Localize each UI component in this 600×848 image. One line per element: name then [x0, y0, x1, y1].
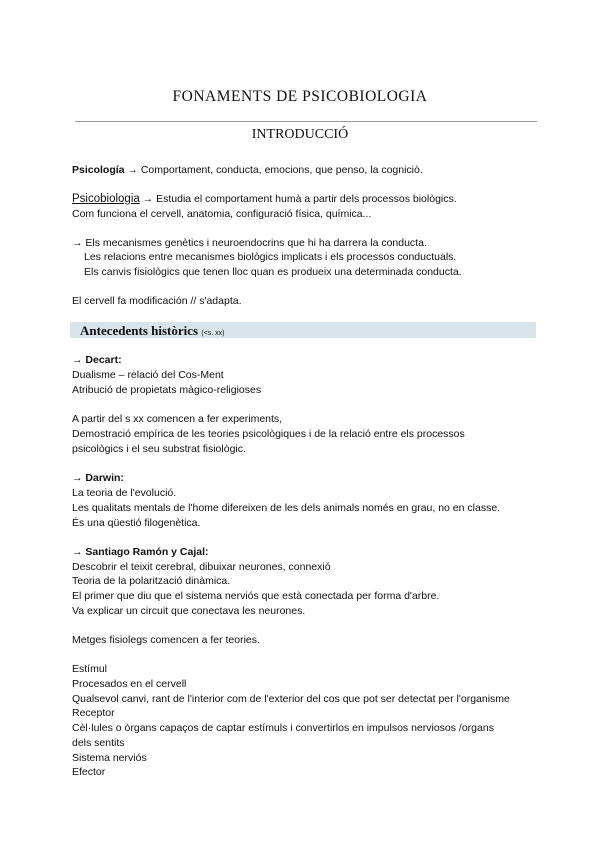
mechanism-line-1: → Els mecanismes genètics i neuroendocrins que hi ha darrera la conducta.: [72, 237, 427, 249]
psicobiologia-term: Psicobiologia: [72, 193, 140, 205]
decart-line-4: Demostració empírica de les teories psicològiques i de la relació entre els processos: [72, 428, 465, 440]
psicologia-definition: [72, 164, 423, 177]
psicologia-term: Psicología: [72, 164, 125, 176]
title-divider: [75, 121, 537, 122]
darwin-line-2: Les qualitats mentals de l'home difereixen de les dels animals només en grau, no en classe.: [72, 502, 501, 514]
section-heading-text: Antecedents històrics: [80, 323, 199, 338]
list-line-8: Efector: [72, 766, 106, 778]
psicobiologia-text: → Estudia el comportament humà a partir dels processos biològics.: [139, 193, 457, 205]
decart-line-3: A partir del s xx comencen a fer experiments,: [72, 413, 283, 425]
list-line-5: Cèl·lules o òrgans capaços de captar estímuls i convertirlos en impulsos nerviosos /organs: [72, 722, 494, 734]
darwin-line-1: La teoria de l'evolució.: [72, 487, 177, 499]
decart-line-2: Atribució de propietats màgico-religioses: [72, 384, 262, 396]
psicobiologia-line-2: Com funciona el cervell, anatomia, configuració física, química...: [72, 208, 372, 220]
darwin-line-3: És una qüestió filogenètica.: [72, 517, 201, 529]
list-line-3: Qualsevol canvi, rant de l'interior com de l'exterior del cos que pot ser detectat per l'organisme: [72, 693, 510, 705]
cajal-line-2: Teoria de la polarització dinàmica.: [72, 575, 231, 587]
list-line-4: Receptor: [72, 707, 115, 719]
cajal-line-4: Va explicar un circuit que conectava les neurones.: [72, 605, 306, 617]
psicologia-text: → Comportament, conducta, emocions, que penso, la cogniciò.: [124, 164, 423, 176]
cajal-heading: → Santiago Ramón y Cajal:: [72, 546, 209, 558]
cervell-line: El cervell fa modificación // s'adapta.: [72, 295, 242, 307]
section-title-introduccio: INTRODUCCIÓ: [251, 127, 349, 142]
psicobiologia-definition: [72, 193, 457, 206]
list-line-2: Procesados en el cervell: [72, 678, 187, 690]
document-title: FONAMENTS DE PSICOBIOLOGIA: [172, 88, 428, 105]
metges-line: Metges fisiolegs comencen a fer teories.: [72, 634, 260, 646]
decart-line-5: psicològics i el seu substrat fisiològic.: [72, 443, 246, 455]
darwin-heading: → Darwin:: [72, 472, 124, 484]
list-line-6: dels sentits: [72, 737, 125, 749]
list-line-1: Estímul: [72, 663, 108, 675]
decart-heading: → Decart:: [72, 354, 122, 366]
decart-line-1: Dualisme – relació del Cos-Ment: [72, 369, 224, 381]
list-line-7: Sistema nerviós: [72, 752, 147, 764]
mechanism-line-2: Les relacions entre mecanismes biològics implicats i els processos conductuals.: [84, 251, 457, 263]
cajal-line-1: Descobrir el teixit cerebral, dibuixar neurones, connexió: [72, 561, 331, 573]
mechanism-line-3: Els canvis fisiològics que tenen lloc quan es produeix una determinada conducta.: [84, 266, 462, 278]
section-heading-note: (<s. xx): [201, 330, 225, 337]
section-heading-antecedents: [80, 323, 224, 339]
cajal-line-3: El primer que diu que el sistema nerviós que està conectada per forma d'arbre.: [72, 590, 440, 602]
